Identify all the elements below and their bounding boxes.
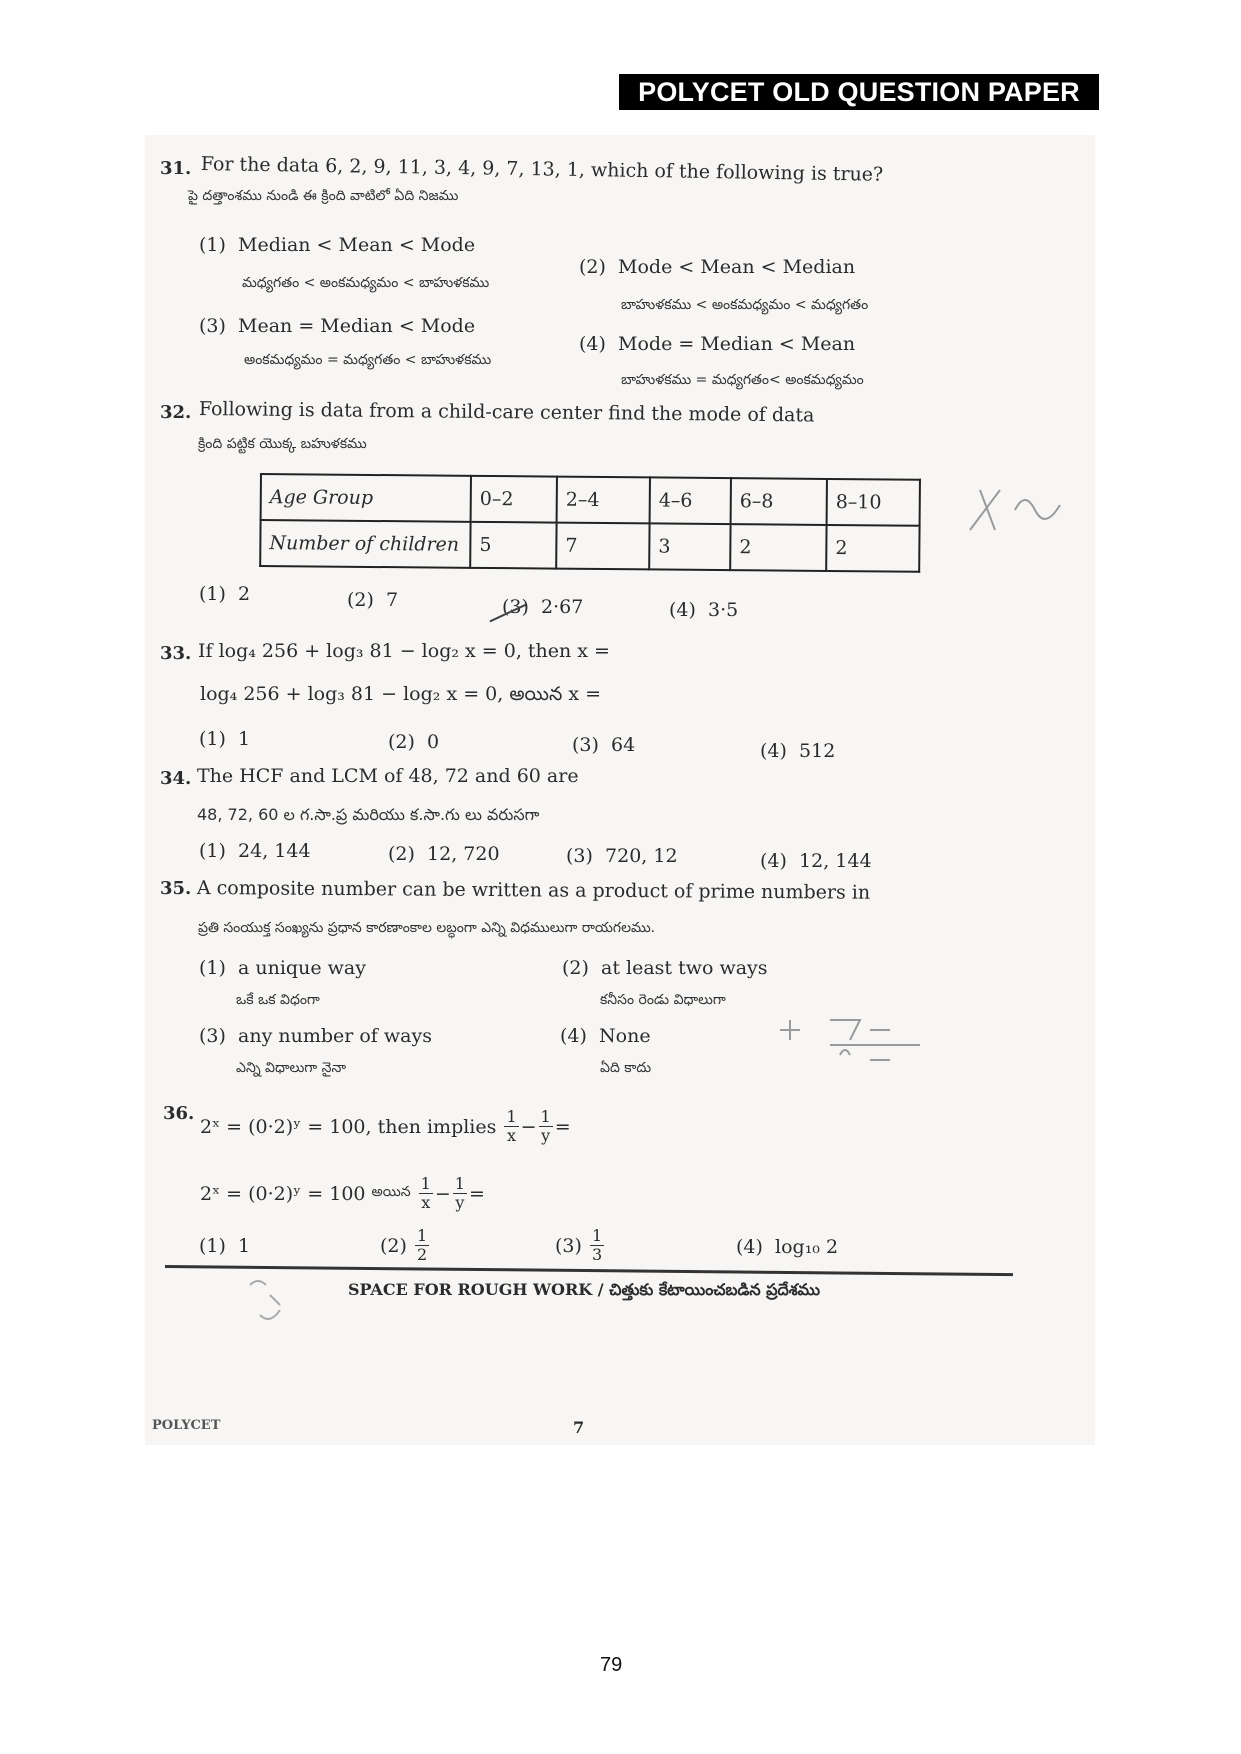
q31-telugu: పై దత్తాంశము నుండి ఈ క్రింది వాటిలో ఏది నిజము — [188, 188, 459, 204]
q34-text: The HCF and LCM of 48, 72 and 60 are — [197, 765, 579, 787]
page-number: 79 — [600, 1654, 623, 1676]
q34-option-2: (2) 12, 720 — [388, 843, 500, 865]
q32-number: 32. — [160, 402, 192, 423]
fraction-one-over-y: $\frac{1}{y}$ — [540, 1107, 551, 1145]
table-cell: 3 — [649, 523, 730, 570]
q33-telugu: log₄ 256 + log₃ 81 − log₂ x = 0, అయిన x = — [200, 683, 602, 705]
q36-option-2: (2) $\frac{1}{2}$ — [380, 1226, 428, 1264]
q33-option-1: (1) 1 — [199, 728, 251, 750]
q35-option-2: (2) at least two ways — [562, 957, 768, 979]
q33-option-2: (2) 0 — [388, 731, 440, 753]
table-row — [260, 520, 919, 572]
q36-option-3: (3) $\frac{1}{3}$ — [555, 1226, 603, 1264]
fraction-one-over-x: $\frac{1}{x}$ — [420, 1174, 431, 1212]
q32-option-2: (2) 7 — [347, 589, 399, 611]
q34-option-4: (4) 12, 144 — [760, 850, 872, 872]
q32-text: Following is data from a child-care center find the mode of data — [198, 398, 815, 427]
q33-text: If log₄ 256 + log₃ 81 − log₂ x = 0, then x = — [198, 640, 610, 662]
q32-option-1: (1) 2 — [199, 583, 251, 605]
q33-option-4: (4) 512 — [760, 740, 836, 762]
q33-number: 33. — [160, 643, 192, 664]
handwriting-scribble — [760, 990, 950, 1070]
q36-number: 36. — [163, 1103, 195, 1124]
table-cell: 2 — [730, 524, 826, 571]
q35-telugu: ప్రతి సంయుక్త సంఖ్యను ప్రధాన కారణాంకాల లబ్ధంగా ఎన్ని విధములుగా రాయగలము. — [198, 920, 656, 936]
table-cell: 0–2 — [471, 476, 557, 523]
scan-footer-page: 7 — [573, 1418, 585, 1437]
q32-telugu: క్రింది పట్టిక యొక్క బహుళకము — [198, 436, 367, 452]
q33-option-3: (3) 64 — [572, 734, 636, 756]
q31-option-3: (3) Mean = Median < Mode — [199, 315, 476, 337]
q31-number: 31. — [160, 158, 192, 179]
q32-option-3: (3) 2·67 — [502, 596, 584, 618]
q31-option-3-telugu: అంకమధ్యమం = మధ్యగతం < బాహుళకము — [244, 352, 492, 368]
q34-telugu: 48, 72, 60 ల గ.సా.ప్ర మరియు క.సా.గు లు వరుసగా — [197, 805, 540, 824]
handwriting-scribble — [240, 1270, 320, 1350]
table-cell: Age Group — [261, 474, 471, 522]
q31-option-4: (4) Mode = Median < Mean — [579, 333, 856, 355]
q32-option-4: (4) 3·5 — [669, 599, 739, 621]
fraction-one-over-y: $\frac{1}{y}$ — [454, 1174, 465, 1212]
q35-option-3-telugu: ఎన్ని విధాలుగా నైనా — [236, 1060, 347, 1076]
table-cell: 7 — [556, 523, 649, 570]
q31-option-2-telugu: బాహుళకము < అంకమధ్యమం < మధ్యగతం — [621, 297, 869, 313]
fraction-one-over-x: $\frac{1}{x}$ — [506, 1107, 517, 1145]
rough-work-label: SPACE FOR ROUGH WORK / చిత్తుకు కేటాయించబడిన ప్రదేశము — [348, 1280, 821, 1299]
q35-option-4-telugu: ఏది కాదు — [600, 1060, 652, 1076]
paper-title-banner: POLYCET OLD QUESTION PAPER — [619, 74, 1099, 110]
q34-option-1: (1) 24, 144 — [199, 840, 311, 862]
q35-option-3: (3) any number of ways — [199, 1025, 432, 1047]
q31-option-1: (1) Median < Mean < Mode — [199, 234, 476, 256]
table-cell: 5 — [470, 522, 556, 569]
q35-option-1-telugu: ఒకే ఒక విధంగా — [236, 992, 320, 1008]
q31-text: For the data 6, 2, 9, 11, 3, 4, 9, 7, 13, 1, which of the following is true? — [200, 153, 884, 186]
scan-footer-title: POLYCET — [152, 1418, 221, 1433]
q31-option-2: (2) Mode < Mean < Median — [579, 256, 856, 278]
age-group-table — [259, 473, 921, 573]
q36-text: 2ˣ = (0·2)ʸ = 100 , then implies $\frac{1}{x}$ − $\frac{1}{y}$ = — [200, 1107, 571, 1145]
table-cell: Number of children — [260, 520, 470, 568]
q35-text: A composite number can be written as a product of prime numbers in — [196, 877, 871, 904]
q31-option-4-telugu: బాహుళకము = మధ్యగతం< అంకమధ్యమం — [621, 372, 864, 388]
q34-option-3: (3) 720, 12 — [566, 845, 678, 867]
table-cell: 6–8 — [731, 478, 827, 525]
table-row — [261, 474, 920, 526]
table-cell: 2 — [826, 525, 919, 572]
q36-telugu-text: 2ˣ = (0·2)ʸ = 100 అయిన $\frac{1}{x}$ − $\frac{1}{y}$ = — [200, 1174, 485, 1212]
q36-option-1: (1) 1 — [199, 1235, 251, 1257]
table-cell: 8–10 — [827, 479, 920, 526]
q35-option-1: (1) a unique way — [199, 957, 366, 979]
q35-number: 35. — [160, 878, 192, 899]
q36-option-4: (4) log₁₀ 2 — [736, 1236, 839, 1258]
q35-option-4: (4) None — [560, 1025, 651, 1047]
q34-number: 34. — [160, 768, 192, 789]
q35-option-2-telugu: కనీసం రెండు విధాలుగా — [600, 992, 726, 1008]
q31-option-1-telugu: మధ్యగతం < అంకమధ్యమం < బాహుళకము — [242, 275, 490, 291]
table-cell: 2–4 — [557, 477, 650, 524]
table-cell: 4–6 — [650, 477, 731, 524]
handwriting-scribble — [960, 470, 1090, 560]
